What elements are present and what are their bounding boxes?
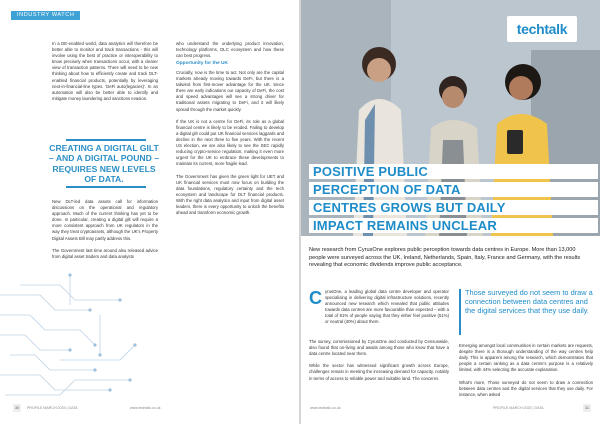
column-2-body: Emerging amongst local communities in certain markets are requests, despite there is a thorough understanding of the way centres help daily. This is apparent among the research, which demonstrates that people a certain ranking as a data centre's purpose is a relatively limited, with 44% selecting the accurate explanation. What's more, Those surveyed do not seem to draw a connection between data centres and the digital services that they use daily. For instance, when asked bbox=[459, 343, 593, 397]
page-number: 31 bbox=[585, 406, 589, 410]
footer-publication: PROFILE MARCH 2025 | DATA bbox=[27, 406, 78, 410]
standfirst: New research from CyrusOne explores public perception towards data centres in Europe. More than 13,000 people were surveyed across the UK, Ireland, Netherlands, Spain, Italy, France and Germany, with the results revealing that economic dividends improve public acceptance. bbox=[309, 247, 581, 269]
circuit-board-illustration bbox=[0, 255, 160, 405]
column-1-body: New DLT-led data assets call for information discussions on the operational and regulatory approach. Much of the current thinking has yet to be done. In particular, creating a digital gilt will require a more consistent approach from UK regulators in the way they treat cryptoassets, although the UK's Property Digital Assets Bill may partly address this. The Government last time around also released advice from digital asset traders and data analysts bbox=[52, 199, 158, 259]
column-1-body: The survey, commissioned by CyrusOne and conducted by Censuswide, also found that on-living and awaits among those who know that have a data centre located near them. While the sector has witnessed significant growth across Europe, challenges remain in meeting the increasing demand for capacity, notably in terms of access to reliable power and suitable land. The concerns bbox=[309, 339, 449, 381]
left-page bbox=[0, 0, 299, 424]
drop-cap: C bbox=[309, 288, 322, 308]
footer-website: www.techtalk.co.uk bbox=[310, 406, 341, 410]
footer-website: www.techtalk.co.uk bbox=[130, 406, 161, 410]
headline-line-2: PERCEPTION OF DATA bbox=[309, 182, 598, 197]
column-2-subhead: Opportunity for the UK bbox=[176, 61, 228, 66]
pull-quote-rule-bottom bbox=[66, 186, 146, 188]
column-1-lead: yrusOne, a leading global data centre developer and operator specialising in delivering digital infrastructure solutions, recently announced new research which revealed that public attitudes towards data centres are more favourable than expected – with a total of 81% of people saying that they either feel positive (51%) or neutral (40%) about them. bbox=[325, 289, 449, 325]
section-tag: INDUSTRY WATCH bbox=[11, 11, 80, 20]
techtalk-logo bbox=[507, 16, 577, 42]
headline-line-4: IMPACT REMAINS UNCLEAR bbox=[309, 218, 598, 233]
page-number: 30 bbox=[15, 406, 19, 410]
pull-quote: Those surveyed do not seem to draw a connection between data centres and the digital services that they use daily. bbox=[465, 288, 593, 316]
pull-quote-rule-top bbox=[66, 139, 146, 141]
pull-quote-rule bbox=[459, 289, 461, 335]
left-footer bbox=[5, 404, 295, 412]
footer-publication: PROFILE MARCH 2025 | DATA bbox=[493, 406, 544, 410]
logo-wordmark: techtalk bbox=[516, 21, 568, 37]
right-footer bbox=[305, 404, 595, 412]
right-page bbox=[301, 0, 600, 424]
pull-quote: CREATING A DIGITAL GILT – AND A DIGITAL POUND – REQUIRES NEW LEVELS OF DATA. bbox=[49, 143, 159, 185]
column-1-intro: In a DE-enabled world, data analytics will therefore be better able to monitor and track transactions - this will involve using the best of practice or interoperability to know precisely when transactions occur, with a clearer view of transaction patterns. There will need to be new thinking about how to efficiently create and track DLT-enabled financial products, potentially by leveraging next-in-financial-line types. 'DeFi auto(legacies)'. In an automation will also be better able to identify and mitigate money laundering and sanctions evasion. bbox=[52, 41, 158, 101]
headline-line-1: POSITIVE PUBLIC bbox=[309, 164, 598, 179]
column-2-body: Crucially, now is the time to act. Not only are the capital markets already moving towards DeFi, but there is a tailwind from first-mover advantage for the UK. Since there are early indications our capacity of DeFi, the cost and speed advantages will see a strong driver for traditional assets migrating to DeFi, and it will likely spread through the market quickly. If the UK is not a centre for DeFi, its role as a global financial centre is likely to be eroded. Failing to develop a digital gilt could put UK financial services laggards and decline in the next three to five years. With the recent US election, we are also likely to see the SEC rapidly reducing crypto-service regulation, making it even more urgent for the UK to embrace these developments to maintain its current, more fragile lead. The Government has given the green light for UET and UK financial services must now focus on building the data foundations, regulatory certainty and the tech ecosystem and landscape for DLT financial products. With the right data analytics and input from digital asset leaders, there is every opportunity to unlock the benefits ahead and transform economic growth. bbox=[176, 70, 284, 216]
column-2-top: who understand the underlying product innovation, technology platforms, DLC ecosystem and how these can best progress. bbox=[176, 41, 284, 59]
headline-line-3: CENTRES GROWS BUT DAILY bbox=[309, 200, 598, 215]
